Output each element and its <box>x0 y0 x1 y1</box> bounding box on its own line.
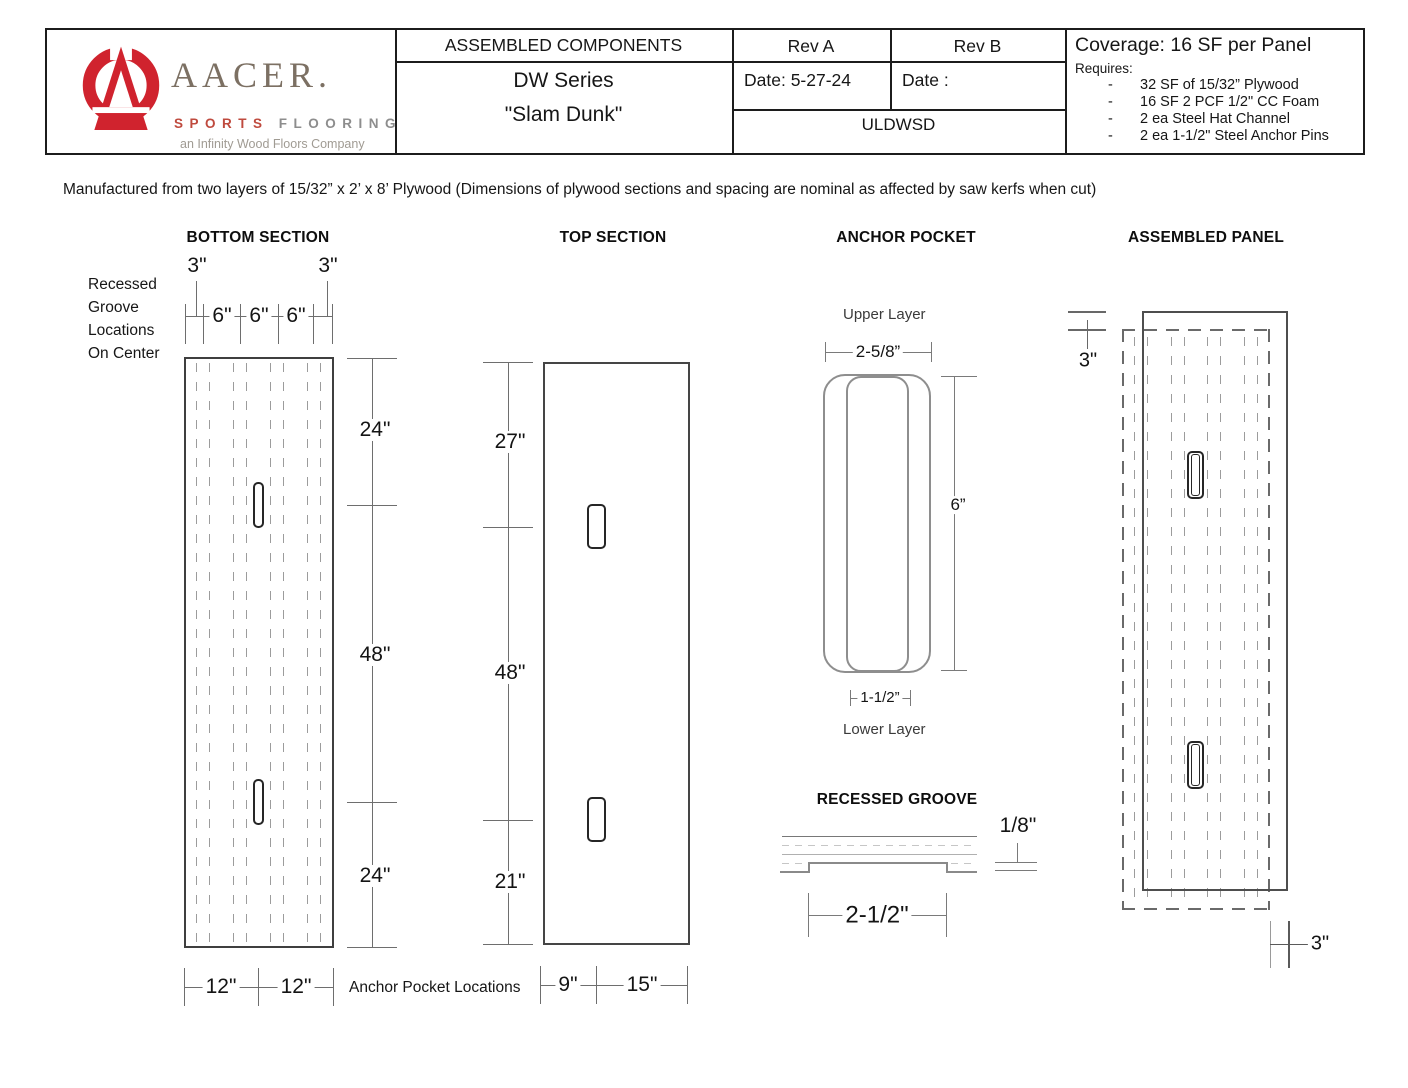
groove-note-line: Recessed <box>88 276 157 293</box>
requires-bullet: - <box>1108 94 1113 110</box>
tick <box>258 968 259 1006</box>
lower-layer-label: Lower Layer <box>843 721 926 738</box>
section-dashed-line <box>782 845 977 846</box>
dim-label: 48" <box>357 644 394 666</box>
tick <box>483 527 533 528</box>
anchor-pocket-cutout <box>587 504 606 549</box>
bottom-section-title: BOTTOM SECTION <box>186 229 330 246</box>
tick <box>850 690 851 706</box>
rev-a-label: Rev A <box>787 36 835 56</box>
tick <box>540 966 541 1004</box>
top-layer-outline <box>1142 311 1288 891</box>
tick <box>995 862 1037 863</box>
tick <box>825 342 826 362</box>
leader-line <box>1087 320 1088 349</box>
dim-label: 48" <box>492 662 529 684</box>
title-block-divider <box>732 109 1065 111</box>
requires-label: Requires: <box>1075 61 1133 76</box>
tick <box>483 820 533 821</box>
tick <box>941 670 967 671</box>
dim-label: 6” <box>947 496 968 514</box>
dim-label: 24" <box>357 419 394 441</box>
dim-label: 2-1/2" <box>842 902 911 927</box>
brand-flooring: FLOORING <box>278 116 403 131</box>
upper-layer-label: Upper Layer <box>843 306 926 323</box>
groove-profile <box>808 862 948 864</box>
bottom-layer-outline <box>1122 908 1270 910</box>
dim-label: 3" <box>184 255 209 277</box>
requires-item: 16 SF 2 PCF 1/2" CC Foam <box>1140 94 1320 110</box>
groove-line <box>283 363 284 943</box>
rev-b-date: Date : <box>902 70 949 90</box>
dim-label: 6" <box>246 305 271 327</box>
requires-bullet: - <box>1108 77 1113 93</box>
dim-label: 3" <box>315 255 340 277</box>
groove-line <box>209 363 210 943</box>
tick <box>347 802 397 803</box>
tick <box>910 690 911 706</box>
tick <box>483 944 533 945</box>
groove-line <box>233 363 234 943</box>
anchor-pocket-cutout <box>587 797 606 842</box>
dim-label: 27" <box>492 431 529 453</box>
brand-tagline: an Infinity Wood Floors Company <box>180 137 365 151</box>
rev-b-label: Rev B <box>953 36 1002 56</box>
brand-sports: SPORTS <box>174 116 269 131</box>
extension-line <box>332 304 333 344</box>
tick <box>483 362 533 363</box>
dim-label: 12" <box>278 976 315 998</box>
dim-label: 1/8" <box>997 815 1040 837</box>
dim-label: 2-5/8” <box>853 343 903 361</box>
title-block-divider <box>1065 30 1067 153</box>
title-block-divider <box>395 61 1065 63</box>
anchor-pocket-cutout <box>253 482 264 528</box>
requires-bullet: - <box>1108 128 1113 144</box>
tick <box>347 947 397 948</box>
dim-label: 3" <box>1308 934 1332 955</box>
coverage-title: Coverage: 16 SF per Panel <box>1075 34 1312 56</box>
title-block <box>45 28 1365 155</box>
groove-line <box>1134 337 1135 903</box>
leader-line <box>1017 843 1018 863</box>
pocket-lower-outline <box>846 376 909 672</box>
bottom-section-panel <box>184 357 334 948</box>
leader-line <box>196 281 197 316</box>
top-section-title: TOP SECTION <box>559 229 667 246</box>
top-section-panel <box>543 362 690 945</box>
dim-label: 9" <box>555 974 580 996</box>
anchor-pocket-title: ANCHOR POCKET <box>836 229 976 246</box>
dim-label: 3" <box>1076 351 1100 372</box>
anchor-pocket-locations-note: Anchor Pocket Locations <box>349 979 521 996</box>
groove-profile <box>780 871 809 873</box>
part-code: ULDWSD <box>861 115 936 134</box>
doc-title: ASSEMBLED COMPONENTS <box>444 35 683 55</box>
groove-line <box>246 363 247 943</box>
dim-label: 24" <box>357 865 394 887</box>
anchor-pocket-cutout <box>1191 454 1200 496</box>
rev-a-date: Date: 5-27-24 <box>744 70 852 90</box>
requires-item: 2 ea Steel Hat Channel <box>1140 111 1290 127</box>
requires-bullet: - <box>1108 111 1113 127</box>
extension-line <box>313 304 314 344</box>
dimension-line <box>1270 944 1310 945</box>
groove-profile <box>946 871 977 873</box>
leader-line <box>327 281 328 316</box>
dim-label: 6" <box>283 305 308 327</box>
groove-line <box>196 363 197 943</box>
section-line <box>782 854 977 855</box>
tick <box>596 966 597 1004</box>
bottom-layer-outline <box>1122 329 1124 910</box>
tick <box>995 870 1037 871</box>
groove-note-line: Groove <box>88 299 139 316</box>
tick <box>347 358 397 359</box>
extension-line <box>278 304 279 344</box>
groove-note-line: On Center <box>88 345 160 362</box>
assembled-panel-title: ASSEMBLED PANEL <box>1127 229 1285 246</box>
groove-line <box>307 363 308 943</box>
dim-label: 1-1/2” <box>857 690 902 706</box>
recessed-groove-title: RECESSED GROOVE <box>816 791 978 808</box>
groove-note-line: Locations <box>88 322 155 339</box>
anchor-pocket-cutout <box>1191 744 1200 786</box>
dim-label: 6" <box>209 305 234 327</box>
tick <box>931 342 932 362</box>
extension-line <box>203 304 204 344</box>
tick <box>347 505 397 506</box>
tick <box>1068 311 1106 313</box>
series-title: DW Series <box>513 69 614 92</box>
extension-line <box>240 304 241 344</box>
tick <box>184 968 185 1006</box>
brand-subtitle <box>174 116 402 131</box>
extension-line <box>185 304 186 344</box>
requires-item: 2 ea 1-1/2" Steel Anchor Pins <box>1140 128 1329 144</box>
tick <box>333 968 334 1006</box>
groove-line <box>320 363 321 943</box>
dim-label: 15" <box>624 974 661 996</box>
series-name: "Slam Dunk" <box>504 103 623 126</box>
requires-item: 32 SF of 15/32” Plywood <box>1140 77 1299 93</box>
brand-name: AACER. <box>171 55 333 95</box>
dimension-line <box>954 377 955 671</box>
anchor-pocket-cutout <box>253 779 264 825</box>
tick <box>687 966 688 1004</box>
manufacturing-note: Manufactured from two layers of 15/32” x 2’ x 8’ Plywood (Dimensions of plywood sections and spacing are nominal as affected by saw kerfs when cut) <box>63 181 1097 198</box>
section-line <box>782 836 977 837</box>
aacer-logo-mark <box>79 44 163 130</box>
dim-label: 21" <box>492 871 529 893</box>
groove-line <box>270 363 271 943</box>
dim-label: 12" <box>203 976 240 998</box>
tick <box>941 376 977 377</box>
